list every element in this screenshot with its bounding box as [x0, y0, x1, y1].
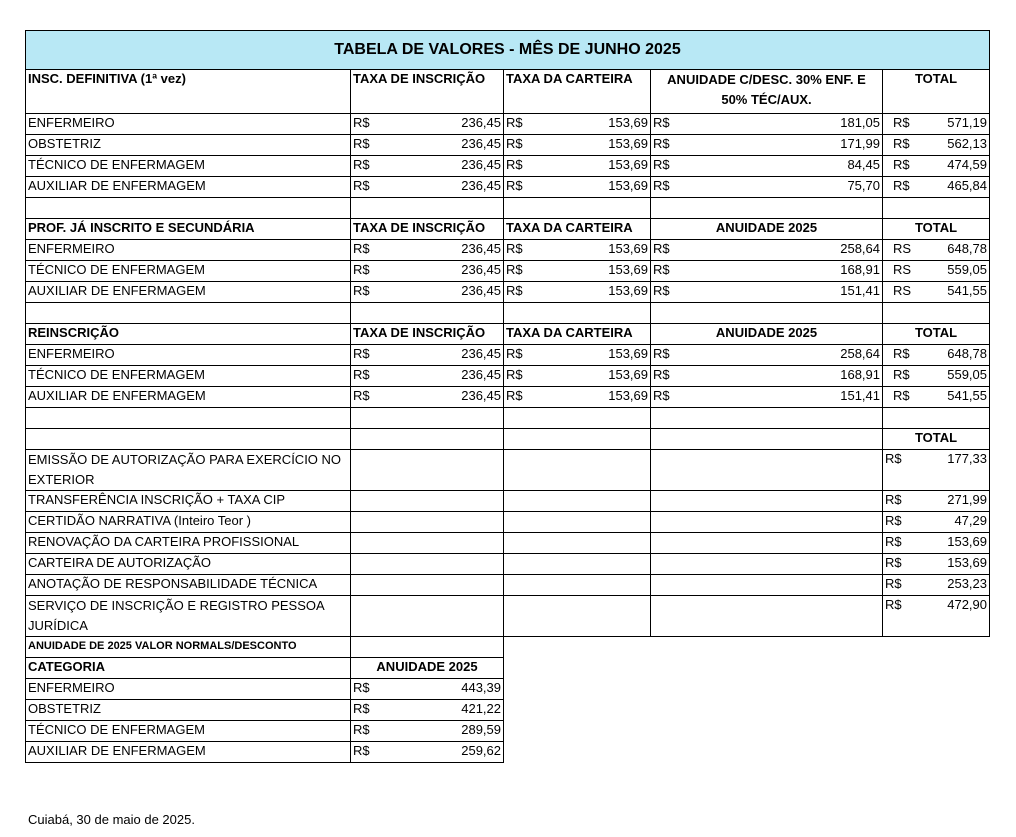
anuidade-value: 171,99 [840, 136, 880, 151]
taxa-value: 236,45 [461, 346, 501, 361]
cell [26, 429, 351, 450]
currency-symbol: R$ [885, 597, 902, 612]
anuidade-cell [351, 700, 504, 721]
total-cell [883, 114, 990, 135]
cell [651, 429, 883, 450]
table-row [26, 721, 990, 742]
cell [651, 491, 883, 512]
section-caption: ANUIDADE DE 2025 VALOR NORMALS/DESCONTO [26, 637, 351, 658]
carteira-cell [504, 366, 651, 387]
currency-symbol: R$ [653, 367, 670, 382]
currency-symbol: R$ [653, 241, 670, 256]
carteira-cell [504, 261, 651, 282]
section-header-row [26, 429, 990, 450]
category-name: ENFERMEIRO [26, 240, 351, 261]
currency-symbol: R$ [653, 262, 670, 277]
taxa-cell [351, 366, 504, 387]
anuidade-cell [651, 156, 883, 177]
total-value: 559,05 [947, 262, 987, 277]
col-header: TAXA DA CARTEIRA [504, 219, 651, 240]
anuidade-cell [651, 135, 883, 156]
currency-symbol: R$ [653, 283, 670, 298]
anuidade-cell [651, 282, 883, 303]
carteira-cell [504, 177, 651, 198]
anuidade-value: 289,59 [461, 722, 501, 737]
carteira-cell [504, 114, 651, 135]
anuidade-cell [651, 261, 883, 282]
col-header: TOTAL [883, 429, 990, 450]
cell [651, 450, 883, 491]
cell [504, 408, 651, 429]
service-name: CARTEIRA DE AUTORIZAÇÃO [26, 554, 351, 575]
cell [351, 637, 504, 658]
anuidade-cell [651, 240, 883, 261]
currency-symbol: R$ [353, 157, 370, 172]
total-cell [883, 135, 990, 156]
total-value: 177,33 [947, 451, 987, 466]
col-header: ANUIDADE C/DESC. 30% ENF. E 50% TÉC/AUX. [651, 70, 883, 114]
currency-symbol: R$ [353, 743, 370, 758]
cell [351, 596, 504, 637]
currency-symbol: R$ [893, 346, 910, 361]
total-cell [883, 533, 990, 554]
cell [651, 554, 883, 575]
total-cell [883, 261, 990, 282]
carteira-cell [504, 135, 651, 156]
taxa-cell [351, 135, 504, 156]
category-name: OBSTETRIZ [26, 700, 351, 721]
taxa-cell [351, 387, 504, 408]
anuidade-value: 181,05 [840, 115, 880, 130]
currency-symbol: R$ [353, 367, 370, 382]
total-value: 472,90 [947, 597, 987, 612]
cell [651, 679, 883, 700]
currency-symbol: R$ [653, 346, 670, 361]
cell [504, 198, 651, 219]
currency-symbol: R$ [353, 680, 370, 695]
cell [504, 491, 651, 512]
cell [351, 575, 504, 596]
table-row [26, 177, 990, 198]
total-cell [883, 450, 990, 491]
currency-symbol: R$ [653, 388, 670, 403]
anuidade-cell [651, 387, 883, 408]
table-row [26, 700, 990, 721]
anuidade-value: 258,64 [840, 241, 880, 256]
cell [504, 554, 651, 575]
total-cell [883, 575, 990, 596]
cell [504, 450, 651, 491]
taxa-value: 236,45 [461, 241, 501, 256]
category-name: TÉCNICO DE ENFERMAGEM [26, 366, 351, 387]
carteira-cell [504, 282, 651, 303]
currency-symbol: R$ [893, 115, 910, 130]
cell [504, 512, 651, 533]
anuidade-cell [651, 366, 883, 387]
currency-symbol: R$ [893, 367, 910, 382]
currency-symbol: RS [893, 283, 912, 298]
service-name: SERVIÇO DE INSCRIÇÃO E REGISTRO PESSOA JURÍDICA [26, 596, 351, 637]
anuidade-value: 258,64 [840, 346, 880, 361]
table-row [26, 366, 990, 387]
currency-symbol: R$ [653, 136, 670, 151]
cell [651, 198, 883, 219]
anuidade-value: 259,62 [461, 743, 501, 758]
taxa-value: 236,45 [461, 136, 501, 151]
currency-symbol: R$ [885, 513, 902, 528]
category-name: ENFERMEIRO [26, 679, 351, 700]
currency-symbol: R$ [506, 262, 523, 277]
anuidade-cell [351, 679, 504, 700]
carteira-value: 153,69 [608, 262, 648, 277]
col-header: TAXA DA CARTEIRA [504, 70, 651, 114]
cell [504, 596, 651, 637]
carteira-value: 153,69 [608, 136, 648, 151]
spacer-row [26, 198, 990, 219]
cell [883, 742, 990, 763]
section-header: CATEGORIA [26, 658, 351, 679]
category-name: TÉCNICO DE ENFERMAGEM [26, 261, 351, 282]
cell [651, 575, 883, 596]
cell [651, 742, 883, 763]
category-name: TÉCNICO DE ENFERMAGEM [26, 156, 351, 177]
total-cell [883, 177, 990, 198]
cell [504, 721, 651, 742]
section-header: PROF. JÁ INSCRITO E SECUNDÁRIA [26, 219, 351, 240]
title-row [26, 31, 990, 70]
total-value: 541,55 [947, 388, 987, 403]
table-row [26, 156, 990, 177]
section-header-row [26, 658, 990, 679]
cell [351, 533, 504, 554]
currency-symbol: R$ [506, 241, 523, 256]
carteira-cell [504, 156, 651, 177]
service-name: CERTIDÃO NARRATIVA (Inteiro Teor ) [26, 512, 351, 533]
cell [351, 512, 504, 533]
category-name: AUXILIAR DE ENFERMAGEM [26, 387, 351, 408]
col-header: TOTAL [883, 324, 990, 345]
section-header-row [26, 219, 990, 240]
table-row [26, 742, 990, 763]
cell [504, 575, 651, 596]
cell [651, 721, 883, 742]
category-name: ENFERMEIRO [26, 345, 351, 366]
taxa-value: 236,45 [461, 262, 501, 277]
cell [351, 198, 504, 219]
cell [26, 198, 351, 219]
cell [883, 658, 990, 679]
cell [883, 303, 990, 324]
cell [504, 303, 651, 324]
table-row [26, 679, 990, 700]
carteira-value: 153,69 [608, 115, 648, 130]
currency-symbol: R$ [653, 178, 670, 193]
cell [504, 658, 651, 679]
anuidade-value: 84,45 [847, 157, 880, 172]
cell [651, 533, 883, 554]
caption-row [26, 637, 990, 658]
cell [504, 429, 651, 450]
total-cell [883, 240, 990, 261]
currency-symbol: R$ [506, 115, 523, 130]
col-header: TAXA DE INSCRIÇÃO [351, 70, 504, 114]
table-row [26, 387, 990, 408]
table-row [26, 114, 990, 135]
taxa-value: 236,45 [461, 115, 501, 130]
currency-symbol: R$ [885, 534, 902, 549]
currency-symbol: R$ [506, 283, 523, 298]
currency-symbol: R$ [506, 178, 523, 193]
cell [651, 596, 883, 637]
carteira-cell [504, 345, 651, 366]
taxa-value: 236,45 [461, 367, 501, 382]
cell [651, 658, 883, 679]
total-value: 271,99 [947, 492, 987, 507]
cell [883, 721, 990, 742]
carteira-value: 153,69 [608, 178, 648, 193]
currency-symbol: R$ [506, 367, 523, 382]
col-header: TAXA DA CARTEIRA [504, 324, 651, 345]
cell [883, 679, 990, 700]
page-title: TABELA DE VALORES - MÊS DE JUNHO 2025 [26, 31, 990, 70]
currency-symbol: R$ [353, 701, 370, 716]
currency-symbol: R$ [506, 346, 523, 361]
total-value: 571,19 [947, 115, 987, 130]
anuidade-value: 421,22 [461, 701, 501, 716]
currency-symbol: R$ [353, 178, 370, 193]
carteira-value: 153,69 [608, 367, 648, 382]
cell [351, 450, 504, 491]
section-header: REINSCRIÇÃO [26, 324, 351, 345]
currency-symbol: R$ [885, 555, 902, 570]
carteira-value: 153,69 [608, 346, 648, 361]
col-header: ANUIDADE 2025 [351, 658, 504, 679]
taxa-cell [351, 282, 504, 303]
total-value: 562,13 [947, 136, 987, 151]
currency-symbol: R$ [353, 115, 370, 130]
cell [883, 408, 990, 429]
service-name: RENOVAÇÃO DA CARTEIRA PROFISSIONAL [26, 533, 351, 554]
anuidade-cell [651, 114, 883, 135]
currency-symbol: RS [893, 262, 912, 277]
total-cell [883, 554, 990, 575]
anuidade-value: 168,91 [840, 367, 880, 382]
service-name: ANOTAÇÃO DE RESPONSABILIDADE TÉCNICA [26, 575, 351, 596]
taxa-cell [351, 240, 504, 261]
cell [351, 491, 504, 512]
currency-symbol: R$ [506, 157, 523, 172]
cell [883, 700, 990, 721]
table-row [26, 240, 990, 261]
total-cell [883, 596, 990, 637]
total-value: 47,29 [954, 513, 987, 528]
taxa-value: 236,45 [461, 178, 501, 193]
cell [504, 700, 651, 721]
taxa-cell [351, 345, 504, 366]
anuidade-cell [351, 721, 504, 742]
currency-symbol: R$ [506, 388, 523, 403]
table-row [26, 491, 990, 512]
total-value: 648,78 [947, 346, 987, 361]
cell [351, 429, 504, 450]
currency-symbol: R$ [885, 576, 902, 591]
currency-symbol: R$ [893, 136, 910, 151]
cell [504, 637, 651, 658]
anuidade-value: 151,41 [840, 283, 880, 298]
service-name: TRANSFERÊNCIA INSCRIÇÃO + TAXA CIP [26, 491, 351, 512]
col-header: TOTAL [883, 70, 990, 114]
currency-symbol: R$ [893, 178, 910, 193]
spacer-row [26, 408, 990, 429]
table-row [26, 533, 990, 554]
total-cell [883, 282, 990, 303]
category-name: ENFERMEIRO [26, 114, 351, 135]
table-row [26, 596, 990, 637]
table-row [26, 575, 990, 596]
total-value: 465,84 [947, 178, 987, 193]
col-header: ANUIDADE 2025 [651, 324, 883, 345]
taxa-value: 236,45 [461, 283, 501, 298]
taxa-cell [351, 261, 504, 282]
taxa-cell [351, 114, 504, 135]
table-row [26, 135, 990, 156]
carteira-cell [504, 387, 651, 408]
anuidade-cell [651, 177, 883, 198]
cell [351, 408, 504, 429]
total-value: 559,05 [947, 367, 987, 382]
col-header: TAXA DE INSCRIÇÃO [351, 219, 504, 240]
table-row [26, 261, 990, 282]
cell [651, 303, 883, 324]
category-name: TÉCNICO DE ENFERMAGEM [26, 721, 351, 742]
total-value: 153,69 [947, 534, 987, 549]
service-name: EMISSÃO DE AUTORIZAÇÃO PARA EXERCÍCIO NO EXTERIOR [26, 450, 351, 491]
cell [351, 303, 504, 324]
currency-symbol: R$ [653, 157, 670, 172]
anuidade-value: 75,70 [847, 178, 880, 193]
table-row [26, 554, 990, 575]
cell [651, 512, 883, 533]
taxa-cell [351, 177, 504, 198]
total-value: 541,55 [947, 283, 987, 298]
carteira-cell [504, 240, 651, 261]
taxa-value: 236,45 [461, 388, 501, 403]
total-value: 648,78 [947, 241, 987, 256]
carteira-value: 153,69 [608, 241, 648, 256]
anuidade-value: 168,91 [840, 262, 880, 277]
currency-symbol: R$ [353, 722, 370, 737]
cell [883, 198, 990, 219]
carteira-value: 153,69 [608, 388, 648, 403]
total-value: 253,23 [947, 576, 987, 591]
cell [26, 408, 351, 429]
cell [26, 303, 351, 324]
footer-date: Cuiabá, 30 de maio de 2025. [28, 812, 195, 827]
currency-symbol: R$ [893, 388, 910, 403]
cell [504, 742, 651, 763]
col-header: ANUIDADE 2025 [651, 219, 883, 240]
cell [504, 533, 651, 554]
total-cell [883, 387, 990, 408]
cell [351, 554, 504, 575]
total-cell [883, 512, 990, 533]
currency-symbol: R$ [353, 136, 370, 151]
taxa-cell [351, 156, 504, 177]
section-header: INSC. DEFINITIVA (1ª vez) [26, 70, 351, 114]
currency-symbol: R$ [506, 136, 523, 151]
category-name: AUXILIAR DE ENFERMAGEM [26, 742, 351, 763]
table-row [26, 345, 990, 366]
taxa-value: 236,45 [461, 157, 501, 172]
table-row [26, 450, 990, 491]
category-name: AUXILIAR DE ENFERMAGEM [26, 177, 351, 198]
spacer-row [26, 303, 990, 324]
carteira-value: 153,69 [608, 283, 648, 298]
total-value: 474,59 [947, 157, 987, 172]
cell [651, 637, 883, 658]
col-header: TOTAL [883, 219, 990, 240]
anuidade-value: 151,41 [840, 388, 880, 403]
total-cell [883, 345, 990, 366]
currency-symbol: R$ [353, 283, 370, 298]
currency-symbol: R$ [353, 346, 370, 361]
currency-symbol: R$ [885, 451, 902, 466]
currency-symbol: R$ [653, 115, 670, 130]
currency-symbol: R$ [353, 241, 370, 256]
total-value: 153,69 [947, 555, 987, 570]
section-header-row [26, 324, 990, 345]
anuidade-value: 443,39 [461, 680, 501, 695]
carteira-value: 153,69 [608, 157, 648, 172]
price-table [25, 30, 990, 763]
category-name: OBSTETRIZ [26, 135, 351, 156]
total-cell [883, 156, 990, 177]
currency-symbol: R$ [353, 388, 370, 403]
cell [504, 679, 651, 700]
total-cell [883, 491, 990, 512]
table-row [26, 282, 990, 303]
anuidade-cell [351, 742, 504, 763]
total-cell [883, 366, 990, 387]
cell [883, 637, 990, 658]
anuidade-cell [651, 345, 883, 366]
cell [651, 700, 883, 721]
col-header: TAXA DE INSCRIÇÃO [351, 324, 504, 345]
currency-symbol: R$ [893, 157, 910, 172]
currency-symbol: R$ [353, 262, 370, 277]
currency-symbol: RS [893, 241, 912, 256]
currency-symbol: R$ [885, 492, 902, 507]
table-row [26, 512, 990, 533]
category-name: AUXILIAR DE ENFERMAGEM [26, 282, 351, 303]
cell [651, 408, 883, 429]
section-header-row [26, 70, 990, 114]
